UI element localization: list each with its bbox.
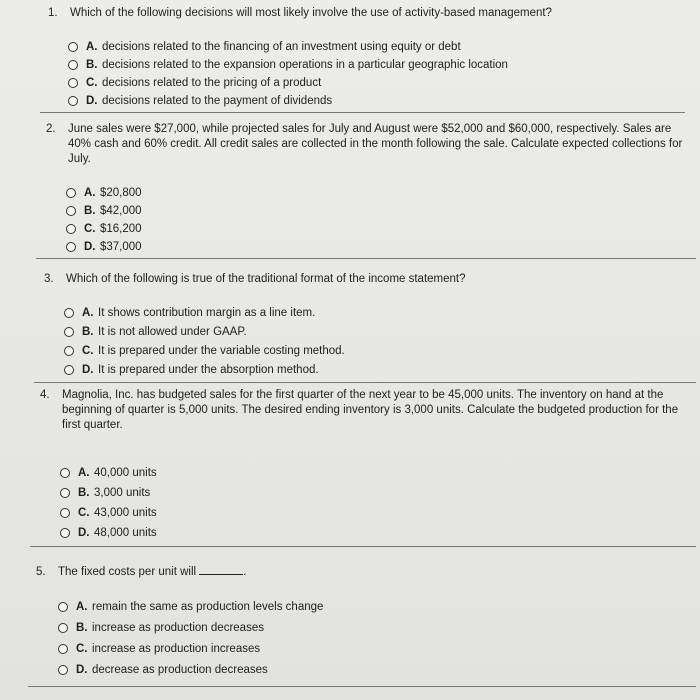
question-1-option-c[interactable]: C. decisions related to the pricing of a product <box>68 74 321 92</box>
question-3-option-c[interactable]: C. It is prepared under the variable costing method. <box>64 342 345 360</box>
radio-button[interactable] <box>60 488 70 498</box>
radio-button[interactable] <box>66 188 76 198</box>
question-4-option-a[interactable]: A. 40,000 units <box>60 464 157 482</box>
radio-button[interactable] <box>68 78 78 88</box>
divider <box>34 382 696 383</box>
question-3-option-b[interactable]: B. It is not allowed under GAAP. <box>64 323 247 341</box>
radio-button[interactable] <box>68 96 78 106</box>
radio-button[interactable] <box>58 602 68 612</box>
question-3-text: 3. Which of the following is true of the traditional format of the income statement? <box>44 273 466 285</box>
question-4-option-b[interactable]: B. 3,000 units <box>60 484 150 502</box>
divider <box>36 258 696 259</box>
divider <box>30 546 696 547</box>
radio-button[interactable] <box>66 242 76 252</box>
question-5-option-a[interactable]: A. remain the same as production levels change <box>58 598 323 616</box>
question-2-option-d[interactable]: D. $37,000 <box>66 238 142 256</box>
question-5-option-c[interactable]: C. increase as production increases <box>58 640 260 658</box>
fill-in-blank <box>199 564 243 575</box>
question-2-option-c[interactable]: C. $16,200 <box>66 220 142 238</box>
radio-button[interactable] <box>60 508 70 518</box>
question-1-option-d[interactable]: D. decisions related to the payment of dividends <box>68 92 332 110</box>
question-3-option-d[interactable]: D. It is prepared under the absorption method. <box>64 361 319 379</box>
radio-button[interactable] <box>58 644 68 654</box>
question-1-option-b[interactable]: B. decisions related to the expansion operations in a particular geographic location <box>68 56 508 74</box>
radio-button[interactable] <box>58 623 68 633</box>
radio-button[interactable] <box>64 346 74 356</box>
question-5-text: 5. The fixed costs per unit will . <box>36 566 247 578</box>
radio-button[interactable] <box>60 528 70 538</box>
question-4-text: 4. Magnolia, Inc. has budgeted sales for the first quarter of the next year to be 45,000 units. The inventory on hand at the beginning of quarter is 5,000 units. The desired ending inventory is 3,000 units. Calculate the budgeted production for the first quarter. <box>40 389 679 431</box>
radio-button[interactable] <box>66 206 76 216</box>
question-5-option-d[interactable]: D. decrease as production decreases <box>58 661 268 679</box>
divider <box>28 686 696 687</box>
radio-button[interactable] <box>64 365 74 375</box>
question-2-option-b[interactable]: B. $42,000 <box>66 202 142 220</box>
question-4-option-c[interactable]: C. 43,000 units <box>60 504 157 522</box>
radio-button[interactable] <box>68 42 78 52</box>
radio-button[interactable] <box>64 327 74 337</box>
radio-button[interactable] <box>66 224 76 234</box>
radio-button[interactable] <box>64 308 74 318</box>
question-5-option-b[interactable]: B. increase as production decreases <box>58 619 264 637</box>
question-2-text: 2. June sales were $27,000, while projected sales for July and August were $52,000 and $60,000, respectively. Sales are 40% cash and 60% credit. All credit sales are collected in the month following the sale. Calculate expected collections for July. <box>46 123 683 165</box>
question-3-option-a[interactable]: A. It shows contribution margin as a line item. <box>64 304 315 322</box>
question-4-option-d[interactable]: D. 48,000 units <box>60 524 157 542</box>
question-2-option-a[interactable]: A. $20,800 <box>66 184 142 202</box>
divider <box>40 112 685 113</box>
radio-button[interactable] <box>68 60 78 70</box>
radio-button[interactable] <box>58 665 68 675</box>
question-1-text: 1. Which of the following decisions will most likely involve the use of activity-based management? <box>48 7 552 19</box>
radio-button[interactable] <box>60 468 70 478</box>
question-1-option-a[interactable]: A. decisions related to the financing of an investment using equity or debt <box>68 38 461 56</box>
